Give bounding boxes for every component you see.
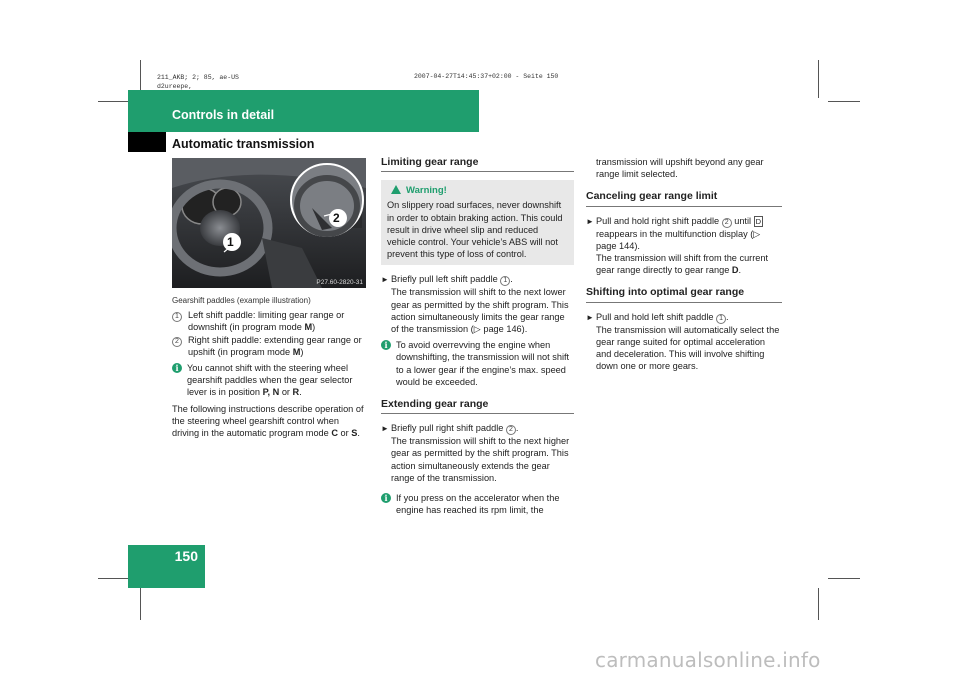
info-icon: i <box>172 363 182 373</box>
warning-triangle-icon <box>391 185 401 194</box>
callout-number: 1 <box>500 276 510 286</box>
crop-mark <box>98 578 130 579</box>
step-description: The transmission will shift to the next higher gear as permitted by the shift program. This action simultaneously extends the gear range of the transmission. <box>391 436 570 483</box>
callout-number: 1 <box>172 312 182 322</box>
gearshift-paddles-illustration <box>172 158 366 288</box>
step-arrow-icon: ► <box>381 424 389 434</box>
crop-mark <box>828 578 860 579</box>
info-icon: i <box>381 340 391 350</box>
chapter-title: Controls in detail <box>172 108 275 122</box>
list-item-text: Right shift paddle: extending gear range or upshift (in program mode <box>188 334 362 357</box>
list-item-text: ) <box>300 346 304 357</box>
mode-letter: S <box>351 428 358 439</box>
warning-box <box>381 180 574 265</box>
step-arrow-icon: ► <box>381 275 389 285</box>
list-item-text: ) <box>312 322 316 333</box>
watermark-link[interactable]: carmanualsonline.info <box>595 648 821 672</box>
heading-canceling-gear-range-limit: Canceling gear range limit <box>586 190 782 206</box>
column-2 <box>381 156 574 516</box>
section-marker <box>128 132 166 152</box>
instruction-step: ► Briefly pull right shift paddle 2 . The transmission will shift to the next higher gear as permitted by the shift program. This action simultaneously extends the gear range of the transmission. <box>381 422 574 484</box>
crop-mark <box>818 60 819 98</box>
print-stamp: 2007-04-27T14:45:37+02:00 - Seite 150 <box>414 73 559 80</box>
info-text: If you press on the accelerator when the engine has reached its rpm limit, the <box>396 493 560 516</box>
instruction-step: ► Briefly pull left shift paddle 1 . The transmission will shift to the next lower gear as permitted by the shift program. This action simultaneously limits the gear range of the transmission (▷ page 146). <box>381 273 574 335</box>
info-note <box>381 339 574 388</box>
info-text: . <box>299 387 302 398</box>
heading-shifting-optimal-gear-range: Shifting into optimal gear range <box>586 286 782 302</box>
callout-1-label: 1 <box>227 235 234 249</box>
column-1 <box>172 295 368 439</box>
print-meta-line: d2ureepe, <box>157 83 193 90</box>
crop-mark <box>828 101 860 102</box>
section-title: Automatic transmission <box>172 137 315 151</box>
instruction-step: ► Pull and hold left shift paddle 1 . The transmission will automatically select the gear range suited for optimal acceleration and deceleration. This will involve shifting down one or more gears. <box>586 311 782 373</box>
step-arrow-icon: ► <box>586 216 594 226</box>
step-description: The transmission will shift from the current gear range directly to gear range D. <box>596 253 769 276</box>
step-arrow-icon: ► <box>586 312 594 322</box>
warning-title: Warning! <box>406 185 447 197</box>
instruction-step: ► Pull and hold right shift paddle 2 until D reappears in the multifunction display (▷ page 144). The transmission will shift from the current gear range directly to gear range D. <box>586 215 782 277</box>
figure-caption: Gearshift paddles (example illustration) <box>172 296 311 305</box>
mode-letter: C <box>331 428 338 439</box>
info-text: or <box>279 387 293 398</box>
gear-letter: D <box>731 265 739 276</box>
step-description: The transmission will shift to the next lower gear as permitted by the shift program. This action simultaneously limits the gear range of the transmission (▷ page 146). <box>391 287 569 335</box>
list-item <box>172 309 368 333</box>
callout-2-label: 2 <box>333 211 340 225</box>
callout-number: 1 <box>716 314 726 324</box>
info-note <box>172 362 368 399</box>
mode-letter: M <box>304 322 313 333</box>
crop-mark <box>818 588 819 620</box>
info-icon: i <box>381 493 391 503</box>
figure-code: P27.60-2820-31 <box>316 279 363 286</box>
list-item-text: Left shift paddle: limiting gear range or downshift (in program mode <box>188 310 345 333</box>
heading-extending-gear-range: Extending gear range <box>381 398 574 414</box>
mode-letter: M <box>292 346 301 357</box>
warning-text: On slippery road surfaces, never downshift in order to obtain braking action. This could result in drive wheel slip and reduced vehicle control. Your vehicle’s ABS will not prevent this type of loss of control. <box>387 200 563 260</box>
info-note <box>381 492 574 516</box>
crop-mark <box>140 588 141 620</box>
info-text: You cannot shift with the steering wheel gearshift paddles when the gear selector lever is in position <box>187 363 353 398</box>
gear-letter: R <box>292 387 300 398</box>
heading-limiting-gear-range: Limiting gear range <box>381 156 574 172</box>
body-paragraph: The following instructions describe operation of the steering wheel gearshift control when driving in the automatic program mode C or S. <box>172 403 364 439</box>
print-meta-line: 211_AKB; 2; 85, ae-US <box>157 74 239 81</box>
page-number: 150 <box>174 548 198 564</box>
display-glyph: D <box>755 216 762 226</box>
callout-number: 2 <box>172 337 182 347</box>
callout-number: 2 <box>506 425 516 435</box>
gear-letters: P, N <box>262 387 280 398</box>
continued-text: transmission will upshift beyond any gear range limit selected. <box>596 157 764 180</box>
crop-mark <box>98 101 130 102</box>
list-item <box>172 334 368 358</box>
step-description: The transmission will automatically select the gear range suited for optimal acceleration and deceleration. This will involve shifting down one or more gears. <box>596 324 780 372</box>
print-meta <box>157 73 239 91</box>
callout-number: 2 <box>722 218 732 228</box>
info-text: To avoid overrevving the engine when downshifting, the transmission will not shift to a lower gear if the engine’s max. speed would be exceeded. <box>396 340 570 387</box>
column-3 <box>586 156 782 372</box>
